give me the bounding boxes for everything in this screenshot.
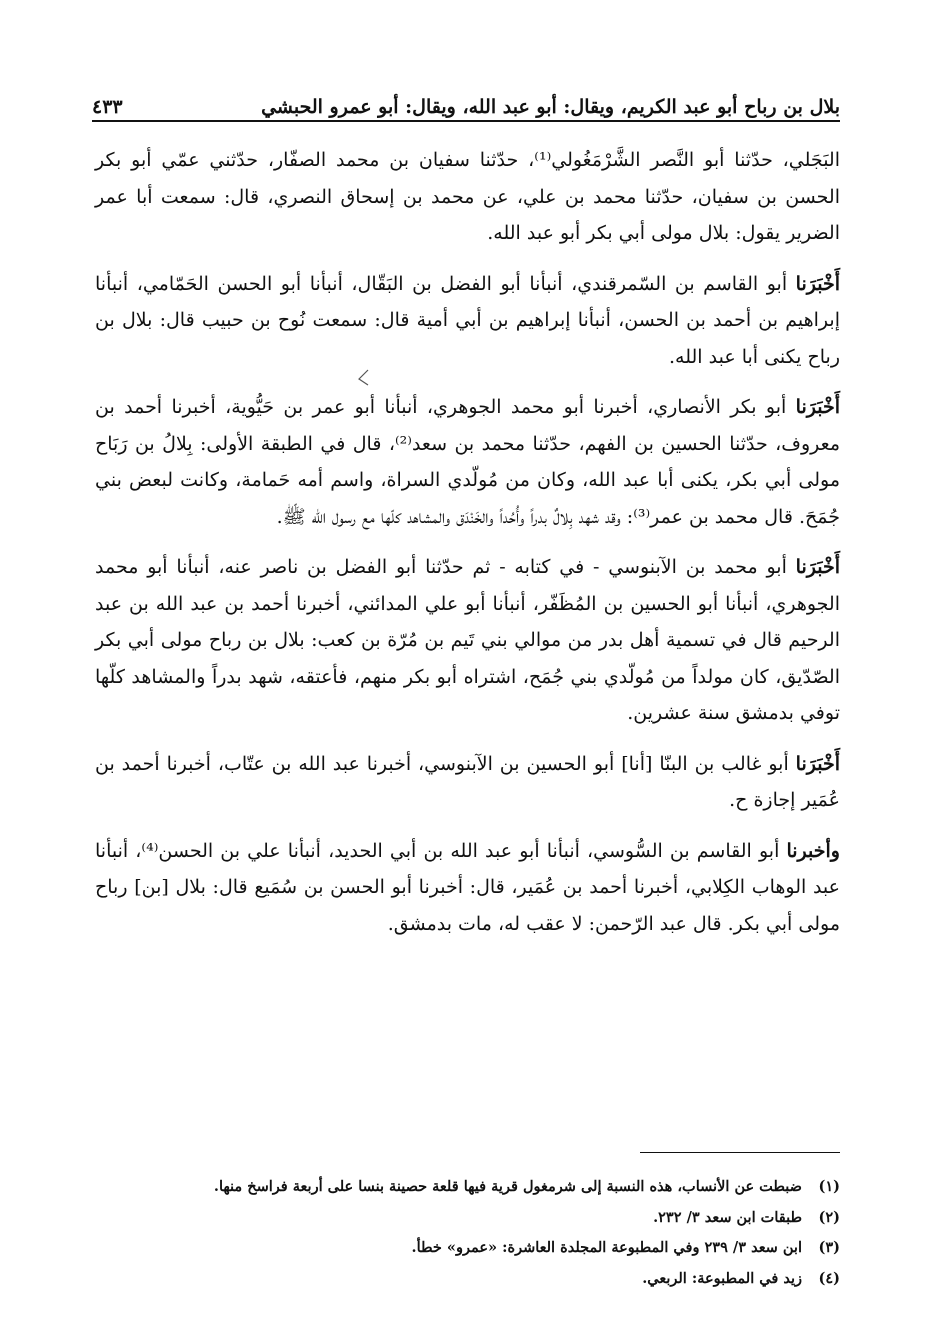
paragraph-lead: أَخْبَرَنا bbox=[795, 752, 840, 775]
paragraph-text: أبو بكر الأنصاري، أخبرنا أبو محمد الجوهري، أنبأنا أبو عمر بن حَيُّوية، أخبرنا أحمد بن معروف، حدّثنا الحسين بن الفهم، حدّثنا محمد بن سعد⁽²⁾، قال في الطبقة الأولى: بِلالُ بن رَبَاح مولى أبي بكر، يكنى أبا عبد الله، وكان من مُولّدي السراة، واسم أمه حَمامة، وكانت لبعض بني جُمَحَ. قال محمد بن عمر⁽³⁾: وقد شهد بِلالٌ بدراً وأُحُداً والخَنْدَق والمشاهد كلّها مع رسول الله ﷺ. bbox=[95, 396, 841, 528]
footnote-number: (١) bbox=[818, 1178, 840, 1195]
paragraph bbox=[95, 142, 840, 252]
footnote-text: طبقات ابن سعد ٣/ ٢٣٢. bbox=[653, 1208, 802, 1226]
paragraph bbox=[95, 389, 840, 535]
paragraph-lead: أَخْبَرَنا bbox=[795, 556, 840, 578]
footnote-text: زيد في المطبوعة: الربعي. bbox=[642, 1269, 802, 1287]
paragraph bbox=[95, 746, 840, 819]
paragraph bbox=[95, 549, 840, 732]
page-header bbox=[92, 88, 840, 118]
footnote-number: (٤) bbox=[818, 1269, 840, 1287]
paragraph-text: أبو محمد بن الآبنوسي - في كتابه - ثم حدّثنا أبو الفضل بن ناصر عنه، أنبأنا أبو محمد الجوهري، أنبأنا أبو الحسين بن المُظَفّر، أنبأنا أبو علي المدائني، أخبرنا أحمد بن عبد الله بن عبد الرحيم قال في تسمية أهل بدر من موالي بني تَيم بن مُرّة بن كعب: بلال بن رباح مولى أبي بكر الصّدّيق، كان مولداً من مُولّدي بني جُمَح، اشتراه أبو بكر منهم، فأعتقه، شهد بدراً والمشاهد كلّها توفي بدمشق سنة عشرين. bbox=[95, 556, 840, 724]
footnote bbox=[95, 1264, 840, 1295]
paragraph bbox=[95, 266, 840, 376]
paragraph-text: أبو القاسم بن السُّوسي، أنبأنا أبو عبد الله بن أبي الحديد، أنبأنا علي بن الحسن⁽⁴⁾، أنبأنا عبد الوهاب الكِلابي، أخبرنا أحمد بن عُمَير، قال: أخبرنا أبو الحسن بن سُمَيع قال: بلال [بن] رباح مولى أبي بكر. قال عبد الرّحمن: لا عقب له، مات بدمشق. bbox=[95, 839, 840, 935]
running-title: بلال بن رباح أبو عبد الكريم، ويقال: أبو عبد الله، ويقال: أبو عمرو الحبشي bbox=[261, 96, 840, 118]
paragraph-lead: وأخبرنا bbox=[786, 839, 840, 862]
paragraph-text: أبو غالب بن البنّا [أنا] أبو الحسين بن الآبنوسي، أخبرنا عبد الله بن عتّاب، أخبرنا أحمد بن عُمَير إجازة ح. bbox=[95, 752, 840, 811]
footnote-number: (٢) bbox=[818, 1208, 840, 1226]
footnote bbox=[95, 1172, 840, 1203]
page-number: ٤٣٣ bbox=[92, 96, 123, 118]
footnote-text: ابن سعد ٣/ ٢٣٩ وفي المطبوعة المجلدة العاشرة: «عمرو» خطأ. bbox=[411, 1239, 802, 1256]
paragraph-lead: أَخْبَرَنا bbox=[795, 272, 840, 295]
paragraph-text: البَجَلي، حدّثنا أبو النَّصر الشَّرْمَغُولي⁽¹⁾، حدّثنا سفيان بن محمد الصفّار، حدّثني عمّي أبو بكر الحسن بن سفيان، حدّثنا محمد بن علي، عن محمد بن إسحاق النصري، قال: سمعت أبا عمر الضرير يقول: بلال مولى أبي بكر أبو عبد الله. bbox=[95, 149, 841, 244]
paragraph-lead: أَخْبَرَنا bbox=[795, 396, 840, 418]
footnote bbox=[95, 1233, 840, 1264]
header-divider bbox=[92, 120, 840, 122]
paragraph-text: أبو القاسم بن السّمرقندي، أنبأنا أبو الفضل بن البَقّال، أنبأنا أبو الحسن الحَمّامي، أنبأنا إبراهيم بن أحمد بن الحسن، أنبأنا إبراهيم بن أبي أمية قال: سمعت نُوح بن حبيب قال: بلال بن رباح يكنى أبا عبد الله. bbox=[95, 272, 840, 368]
footnotes bbox=[95, 1172, 840, 1294]
footnote-divider bbox=[640, 1152, 840, 1153]
margin-pencil-mark bbox=[356, 368, 370, 393]
paragraph bbox=[95, 833, 840, 943]
footnote-text: ضبطت عن الأنساب، هذه النسبة إلى شرمغول قرية فيها قلعة حصينة بنسا على أربعة فراسخ منها. bbox=[213, 1178, 802, 1195]
footnote bbox=[95, 1203, 840, 1234]
main-text bbox=[95, 142, 840, 956]
footnote-number: (٣) bbox=[818, 1239, 840, 1256]
